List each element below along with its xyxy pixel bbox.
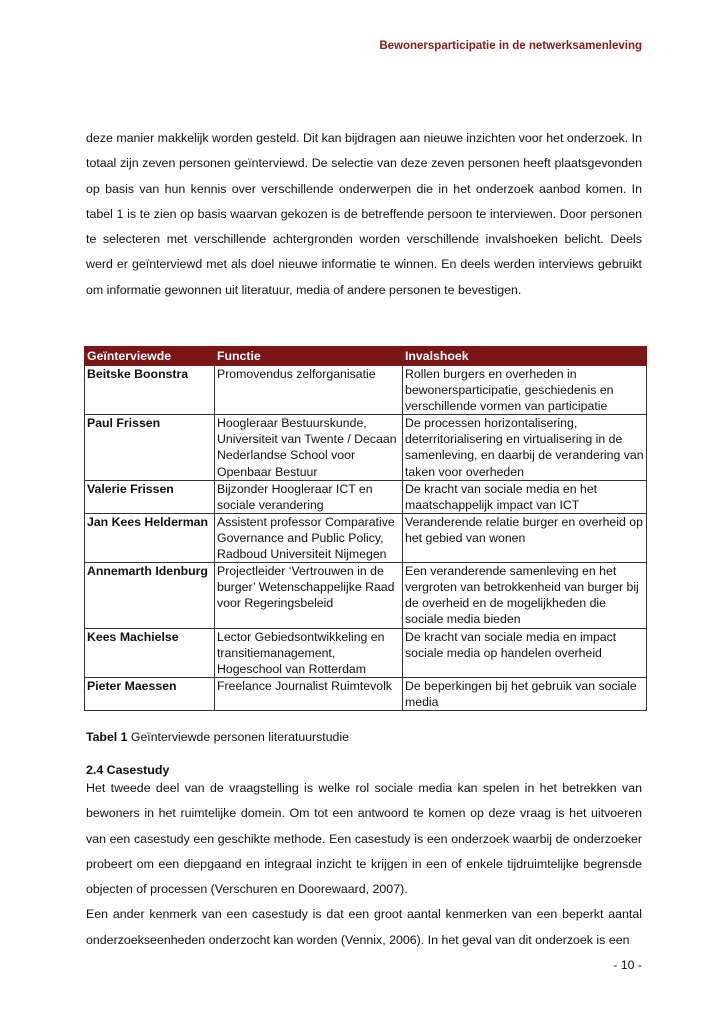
table-row (85, 513, 647, 562)
header-angle: Invalshoek (403, 347, 647, 366)
cell-name: Beitske Boonstra (85, 366, 215, 415)
cell-function: Hoogleraar Bestuurskunde, Universiteit van Twente / Decaan Nederlandse School voor Openbaar Bestuur (215, 415, 403, 480)
cell-angle: Een veranderende samenleving en het vergroten van betrokkenheid van burger bij de overheid en de mogelijkheden die sociale media bieden (403, 563, 647, 628)
cell-angle: De processen horizontalisering, deterritorialisering en virtualisering in de samenleving, en daarbij de verandering van taken voor overheden (403, 415, 647, 480)
casestudy-paragraph-2: Een ander kenmerk van een casestudy is dat een groot aantal kenmerken van een beperkt aantal onderzoekseenheden onderzocht kan worden (Vennix, 2006). In het geval van dit onderzoek is een (86, 907, 642, 947)
casestudy-body (86, 776, 642, 953)
cell-function: Promovendus zelforganisatie (215, 366, 403, 415)
table-caption (86, 730, 349, 744)
cell-angle: Veranderende relatie burger en overheid op het gebied van wonen (403, 513, 647, 562)
cell-angle: De kracht van sociale media en het maatschappelijk impact van ICT (403, 480, 647, 513)
cell-function: Freelance Journalist Ruimtevolk (215, 677, 403, 710)
page-number: - 10 - (613, 958, 642, 972)
cell-name: Kees Machielse (85, 628, 215, 677)
section-heading: 2.4 Casestudy (86, 763, 170, 777)
table-row (85, 563, 647, 628)
header-function: Functie (215, 347, 403, 366)
interview-table (84, 346, 647, 711)
cell-name: Jan Kees Helderman (85, 513, 215, 562)
table-header-row (85, 347, 647, 366)
cell-name: Valerie Frissen (85, 480, 215, 513)
cell-name: Annemarth Idenburg (85, 563, 215, 628)
header-interviewee: Geïnterviewde (85, 347, 215, 366)
running-header: Bewonersparticipatie in de netwerksamenleving (379, 40, 642, 52)
caption-text: Geïnterviewde personen literatuurstudie (130, 730, 349, 744)
table-row (85, 628, 647, 677)
cell-name: Pieter Maessen (85, 677, 215, 710)
cell-name: Paul Frissen (85, 415, 215, 480)
cell-function: Assistent professor Comparative Governance and Public Policy, Radboud Universiteit Nijmegen (215, 513, 403, 562)
cell-angle: De beperkingen bij het gebruik van sociale media (403, 677, 647, 710)
cell-angle: De kracht van sociale media en impact sociale media op handelen overheid (403, 628, 647, 677)
table-row (85, 366, 647, 415)
intro-paragraph: deze manier makkelijk worden gesteld. Dit kan bijdragen aan nieuwe inzichten voor het onderzoek. In totaal zijn zeven personen geïnterviewd. De selectie van deze zeven personen heeft plaatsgevonden op basis van hun kennis over verschillende onderwerpen die in het onderzoek aanbod komen. In tabel 1 is te zien op basis waarvan gekozen is de betreffende persoon te interviewen. Door personen te selecteren met verschillende achtergronden worden verschillende invalshoeken belicht. Deels werd er geïnterviewd met als doel nieuwe informatie te winnen. En deels werden interviews gebruikt om informatie gewonnen uit literatuur, media of andere personen te bevestigen. (86, 131, 642, 297)
cell-function: Lector Gebiedsontwikkeling en transitiemanagement, Hogeschool van Rotterdam (215, 628, 403, 677)
cell-function: Projectleider ‘Vertrouwen in de burger’ Wetenschappelijke Raad voor Regeringsbeleid (215, 563, 403, 628)
cell-function: Bijzonder Hoogleraar ICT en sociale verandering (215, 480, 403, 513)
casestudy-paragraph-1: Het tweede deel van de vraagstelling is welke rol sociale media kan spelen in het betrekken van bewoners in het ruimtelijke domein. Om tot een antwoord te komen op deze vraag is het uitvoeren van een casestudy een geschikte methode. Een casestudy is een onderzoek waarbij de onderzoeker probeert om een diepgaand en integraal inzicht te krijgen in een of enkele tijdruimtelijke begrensde objecten of processen (Verschuren en Doorewaard, 2007). (86, 781, 642, 897)
caption-label: Tabel 1 (86, 730, 128, 744)
cell-angle: Rollen burgers en overheden in bewonersparticipatie, geschiedenis en verschillende vormen van participatie (403, 366, 647, 415)
table-row (85, 415, 647, 480)
table-row (85, 677, 647, 710)
table-row (85, 480, 647, 513)
